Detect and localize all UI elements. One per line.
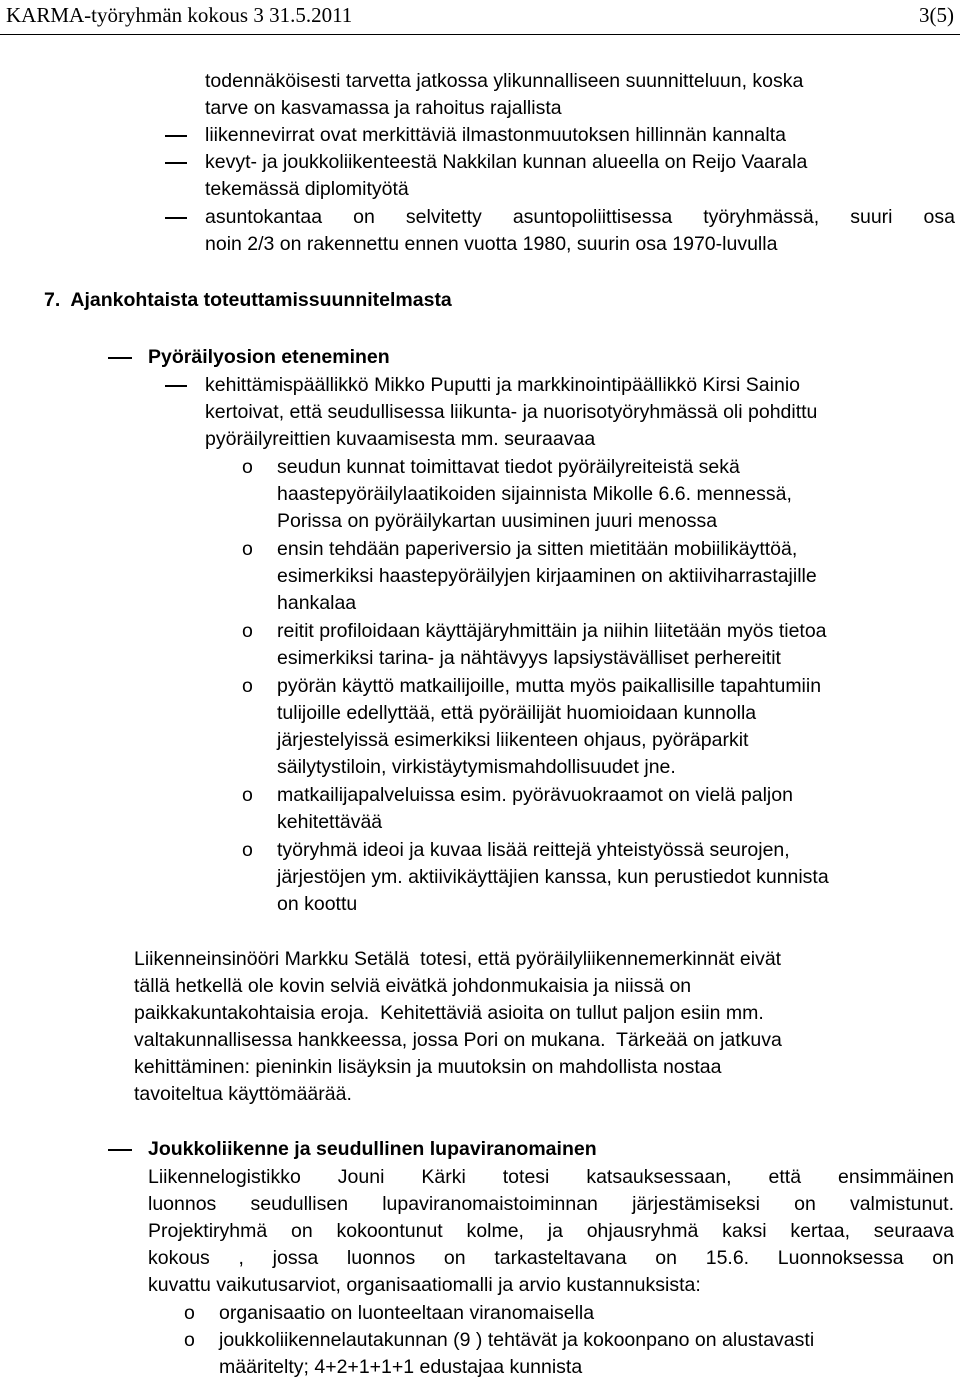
list-marker: o [184,1329,195,1351]
list-item-text: tulijoille edellyttää, että pyöräilijät huomioidaan kunnolla [277,702,757,724]
list-item-text: määritelty; 4+2+1+1+1 edustajaa kunnista [219,1356,583,1378]
list-marker: o [184,1302,195,1324]
list-item-text: järjestelyissä esimerkiksi liikenteen ohjaus, pyöräparkit [277,729,749,751]
document-body [0,34,960,1383]
paragraph-line: valtakunnallisessa hankkeessa, jossa Pori on mukana. Tärkeää on jatkuva [134,1029,782,1051]
list-item-text: organisaatio on luonteeltaan viranomaisella [219,1302,595,1324]
page-number: 3(5) [919,3,954,27]
section-heading: 7. Ajankohtaista toteuttamissuunnitelmasta [44,289,452,311]
document-title: KARMA-työryhmän kokous 3 31.5.2011 [6,3,353,27]
list-item-text: reitit profiloidaan käyttäjäryhmittäin ja niihin liitetään myös tietoa [277,620,827,642]
paragraph-line: Liikenneinsinööri Markku Setälä totesi, että pyöräilyliikennemerkinnät eivät [134,948,782,970]
paragraph-line: Projektiryhmä on kokoontunut kolme, ja ohjausryhmä kaksi kertaa, seuraava [148,1220,954,1242]
list-item-text: säilytystiloin, virkistäytymismahdollisuudet jne. [277,756,676,778]
dash-bullet [108,357,132,359]
list-item-text: hankalaa [277,592,357,614]
list-marker: o [242,538,253,560]
text-line: tarve on kasvamassa ja rahoitus rajallista [205,97,562,119]
dash-bullet [108,1149,132,1151]
list-item-text: ensin tehdään paperiversio ja sitten mietitään mobiilikäyttöä, [277,538,798,560]
page-header [0,0,960,35]
bullet-text: kevyt- ja joukkoliikenteestä Nakkilan kunnan alueella on Reijo Vaarala [205,151,808,173]
list-item-text: Porissa on pyöräilykartan uusiminen juuri menossa [277,510,718,532]
paragraph-line: kehittäminen: pieninkin lisäyksin ja muutoksin on mahdollista nostaa [134,1056,722,1078]
list-marker: o [242,839,253,861]
paragraph-line: kuvattu vaikutusarviot, organisaatiomalli ja arvio kustannuksista: [148,1274,701,1296]
list-marker: o [242,456,253,478]
list-item-text: työryhmä ideoi ja kuvaa lisää reittejä yhteistyössä seurojen, [277,839,790,861]
bullet-text: pyöräilyreittien kuvaamisesta mm. seuraavaa [205,428,596,450]
list-item-text: esimerkiksi haastepyöräilyjen kirjaaminen on aktiiviharrastajille [277,565,817,587]
list-item-text: järjestöjen ym. aktiivikäyttäjien kanssa, kun perustiedot kunnista [277,866,829,888]
paragraph-line: paikkakuntakohtaisia eroja. Kehitettäviä asioita on tullut paljon esiin mm. [134,1002,764,1024]
list-item-text: esimerkiksi tarina- ja nähtävyys lapsiystävälliset perhereitit [277,647,781,669]
bullet-text: noin 2/3 on rakennettu ennen vuotta 1980, suurin osa 1970-luvulla [205,233,778,255]
bullet-text: tekemässä diplomityötä [205,178,409,200]
subsection-title: Joukkoliikenne ja seudullinen lupaviranomainen [148,1138,597,1160]
list-item-text: kehitettävää [277,811,383,833]
list-marker: o [242,675,253,697]
bullet-text: asuntokantaa on selvitetty asuntopoliittisessa työryhmässä, suuri osa [205,206,955,228]
paragraph-line: luonnos seudullisen lupaviranomaistoiminnan järjestämiseksi on valmistunut. [148,1193,954,1215]
list-item-text: matkailijapalveluissa esim. pyörävuokraamot on vielä paljon [277,784,793,806]
dash-bullet [165,385,187,387]
paragraph-line: kokous , jossa luonnos on tarkasteltavana on 15.6. Luonnoksessa on [148,1247,954,1269]
list-marker: o [242,620,253,642]
paragraph-line: tavoiteltua käyttömäärää. [134,1083,352,1105]
dash-bullet [165,135,187,137]
list-item-text: on koottu [277,893,358,915]
list-item-text: haastepyöräilylaatikoiden sijainnista Mikolle 6.6. mennessä, [277,483,792,505]
bullet-text: kertoivat, että seudullisessa liikunta- ja nuorisotyöryhmässä oli pohdittu [205,401,818,423]
dash-bullet [165,162,187,164]
bullet-text: liikennevirrat ovat merkittäviä ilmastonmuutoksen hillinnän kannalta [205,124,786,146]
paragraph-line: Liikennelogistikko Jouni Kärki totesi katsauksessaan, että ensimmäinen [148,1166,954,1188]
paragraph-line: tällä hetkellä ole kovin selviä eivätkä johdonmukaisia ja niissä on [134,975,692,997]
list-item-text: seudun kunnat toimittavat tiedot pyöräilyreiteistä sekä [277,456,740,478]
list-marker: o [242,784,253,806]
bullet-text: kehittämispäällikkö Mikko Puputti ja markkinointipäällikkö Kirsi Sainio [205,374,800,396]
list-item-text: joukkoliikennelautakunnan (9 ) tehtävät ja kokoonpano on alustavasti [219,1329,815,1351]
text-line: todennäköisesti tarvetta jatkossa ylikunnalliseen suunnitteluun, koska [205,70,804,92]
dash-bullet [165,217,187,219]
subsection-title: Pyöräilyosion eteneminen [148,346,390,368]
list-item-text: pyörän käyttö matkailijoille, mutta myös paikallisille tapahtumiin [277,675,822,697]
